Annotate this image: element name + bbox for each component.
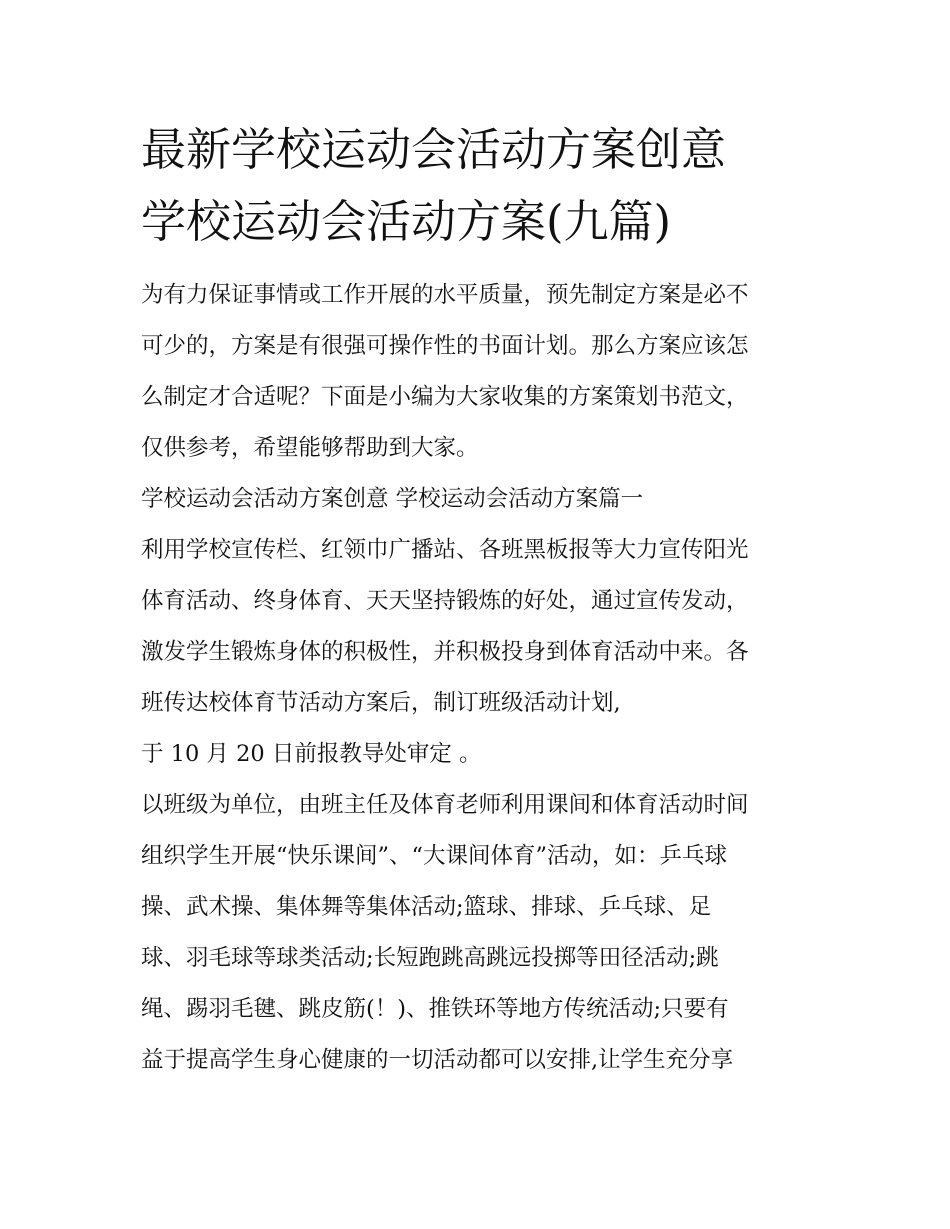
body-line: 么制定才合适呢？下面是小编为大家收集的方案策划书范文， xyxy=(141,384,749,410)
body-line: 绳、踢羽毛毽、跳皮筋(！)、推铁环等地方传统活动;只要有 xyxy=(141,996,729,1022)
body-line: 球、羽毛球等球类活动;长短跑跳高跳远投掷等田径活动;跳 xyxy=(141,945,719,971)
body-line: 益于提高学生身心健康的一切活动都可以安排,让学生充分享 xyxy=(141,1047,734,1073)
body-line: 为有力保证事情或工作开展的水平质量，预先制定方案是必不 xyxy=(141,282,749,308)
section-heading: 学校运动会活动方案创意 学校运动会活动方案篇一 xyxy=(141,486,644,512)
title-line-2: 学校运动会活动方案(九篇) xyxy=(141,195,672,248)
body-line: 班传达校体育节活动方案后，制订班级活动计划, xyxy=(141,690,621,716)
document-title xyxy=(141,114,821,258)
body-text xyxy=(141,270,821,1086)
body-line: 激发学生锻炼身体的积极性，并积极投身到体育活动中来。各 xyxy=(141,639,749,665)
document-content xyxy=(141,114,821,1086)
title-line-1: 最新学校运动会活动方案创意 xyxy=(141,123,727,176)
body-line: 可少的，方案是有很强可操作性的书面计划。那么方案应该怎 xyxy=(141,333,749,359)
body-line: 以班级为单位，由班主任及体育老师利用课间和体育活动时间 xyxy=(141,792,749,818)
body-line: 体育活动、终身体育、天天坚持锻炼的好处，通过宣传发动， xyxy=(141,588,749,614)
body-line: 组织学生开展“快乐课间”、“大课间体育”活动，如：乒乓球 xyxy=(141,843,728,869)
body-line: 利用学校宣传栏、红领巾广播站、各班黑板报等大力宣传阳光 xyxy=(141,537,749,563)
body-line: 于 10 月 20 日前报教导处审定 。 xyxy=(141,741,482,767)
body-line: 仅供参考，希望能够帮助到大家。 xyxy=(141,435,479,461)
body-line: 操、武术操、集体舞等集体活动;篮球、排球、乒乓球、足 xyxy=(141,894,712,920)
